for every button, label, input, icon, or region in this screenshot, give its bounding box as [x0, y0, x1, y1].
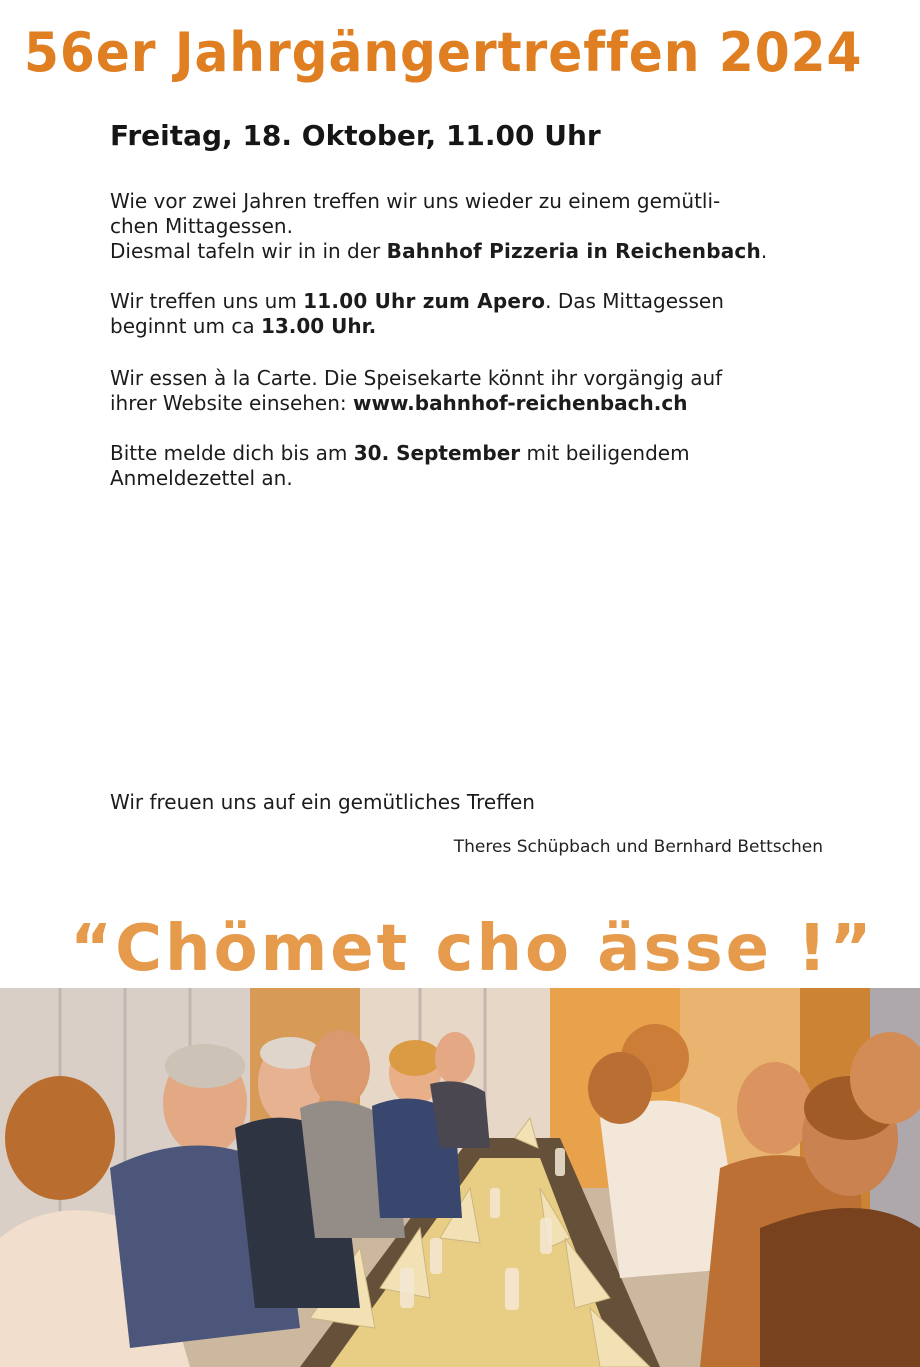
group-photo-illustration [0, 988, 920, 1367]
menu-line-1: Wir essen à la Carte. Die Speisekarte könnt ihr vorgängig auf [110, 366, 723, 390]
group-photo [0, 988, 920, 1367]
closing-text: Wir freuen uns auf ein gemütliches Treffen [110, 790, 535, 814]
schedule-middle: . Das Mittagessen [545, 289, 724, 313]
intro-line-3-prefix: Diesmal tafeln wir in in der [110, 239, 387, 263]
schedule-line-2 [110, 314, 830, 339]
menu-line-2 [110, 391, 830, 416]
schedule-line-2-prefix: beginnt um ca [110, 314, 261, 338]
lunch-time: 13.00 Uhr. [260, 314, 377, 338]
event-date: Freitag, 18. Oktober, 11.00 Uhr [110, 119, 601, 152]
website-link: www.bahnhof-reichenbach.ch [353, 391, 688, 415]
schedule-prefix: Wir treffen uns um [110, 289, 304, 313]
registration-deadline: 30. September [353, 441, 521, 465]
intro-line-1: Wie vor zwei Jahren treffen wir uns wieder zu einem gemütli- [110, 189, 721, 213]
photo-warm-tint [0, 988, 920, 1367]
registration-prefix: Bitte melde dich bis am [110, 441, 354, 465]
signature: Theres Schüpbach und Bernhard Bettschen [453, 837, 823, 857]
registration-line-1 [110, 441, 830, 466]
menu-paragraph [110, 366, 830, 416]
intro-paragraph [110, 189, 830, 264]
registration-paragraph [110, 441, 830, 491]
registration-line-2: Anmeldezettel an. [110, 466, 293, 490]
intro-line-3 [110, 239, 830, 264]
menu-line-2-prefix: ihrer Website einsehen: [110, 391, 353, 415]
schedule-paragraph [110, 289, 830, 339]
intro-line-2: chen Mittagessen. [110, 214, 293, 238]
slogan: “Chömet cho ässe !” [70, 912, 875, 986]
apero-time: 11.00 Uhr zum Apero [303, 289, 546, 313]
schedule-line-1 [110, 289, 830, 314]
intro-line-3-suffix: . [760, 239, 768, 263]
page-title: 56er Jahrgängertreffen 2024 [24, 21, 863, 84]
venue-name: Bahnhof Pizzeria in Reichenbach [386, 239, 761, 263]
registration-suffix: mit beiligendem [520, 441, 690, 465]
